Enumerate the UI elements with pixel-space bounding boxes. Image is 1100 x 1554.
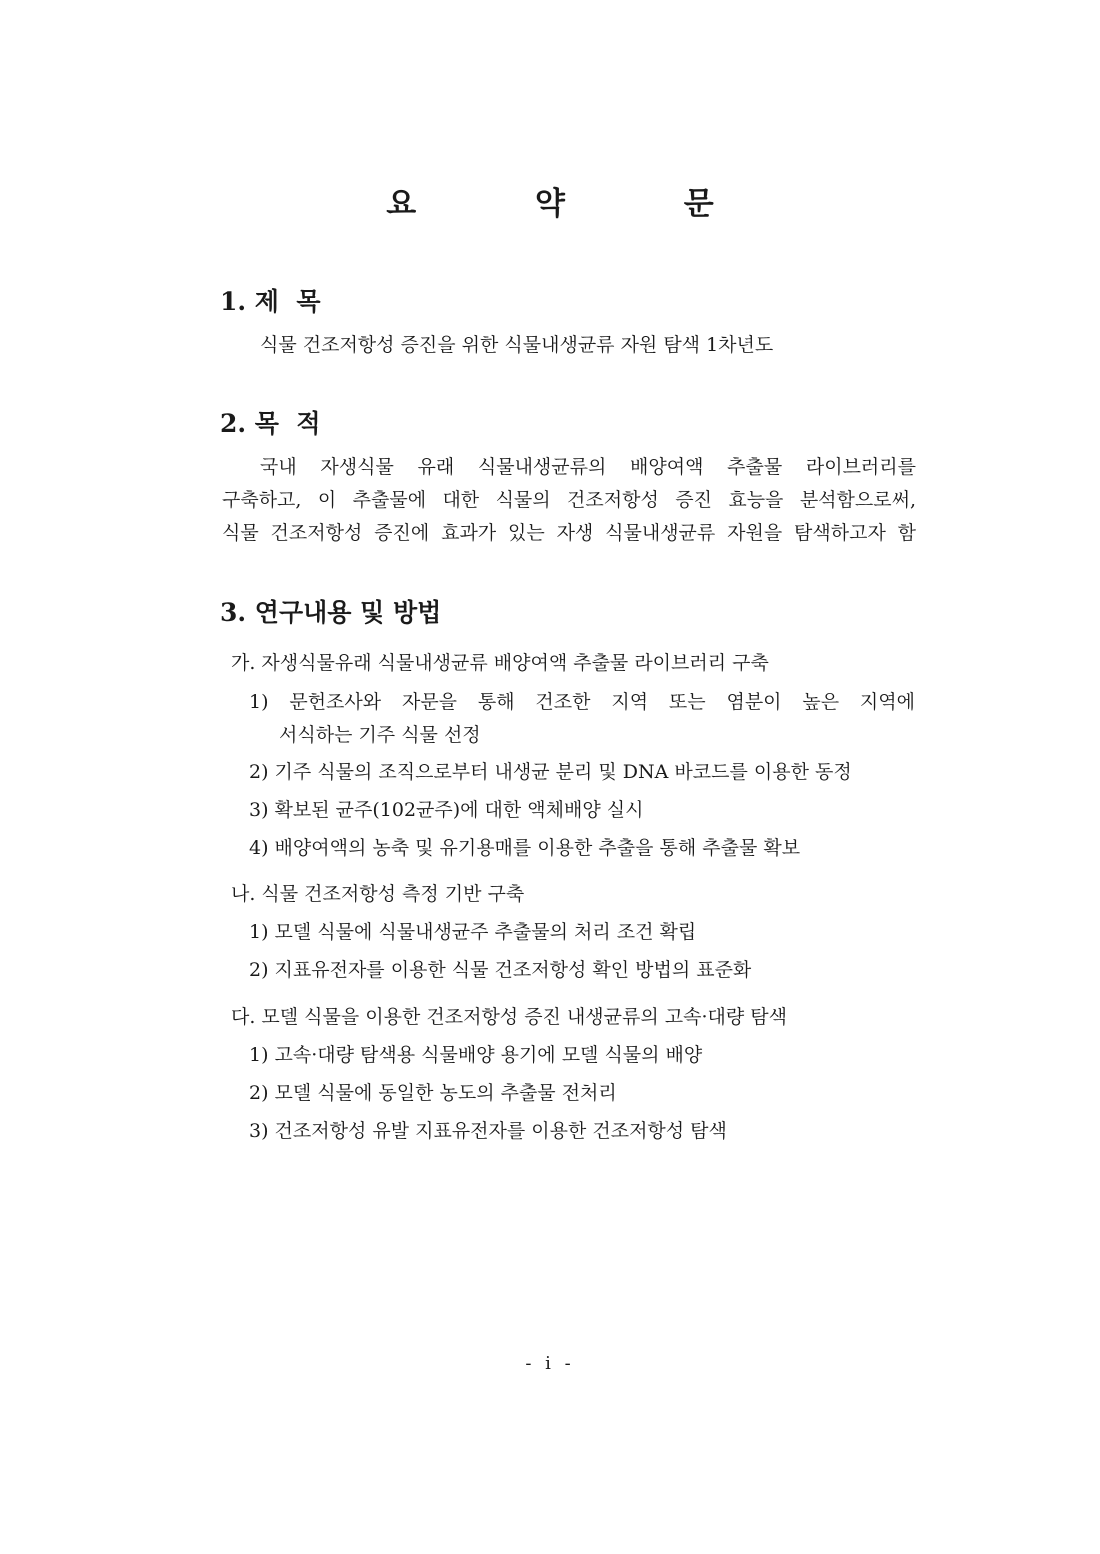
methods-group-b-label: 나. 식물 건조저항성 측정 기반 구축 bbox=[231, 883, 525, 905]
methods-group-c-label: 다. 모델 식물을 이용한 건조저항성 증진 내생균류의 고속·대량 탐색 bbox=[231, 1006, 787, 1028]
methods-group-c-item-1: 1) 고속·대량 탐색용 식물배양 용기에 모델 식물의 배양 bbox=[249, 1044, 703, 1066]
section-title-body: 식물 건조저항성 증진을 위한 식물내생균류 자원 탐색 1차년도 bbox=[260, 334, 774, 356]
purpose-line-3: 식물 건조저항성 증진에 효과가 있는 자생 식물내생균류 자원을 탐색하고자 함 bbox=[222, 522, 916, 544]
methods-group-a-label: 가. 자생식물유래 식물내생균류 배양여액 추출물 라이브러리 구축 bbox=[231, 652, 769, 674]
methods-group-c-item-3: 3) 건조저항성 유발 지표유전자를 이용한 건조저항성 탐색 bbox=[249, 1120, 727, 1142]
methods-group-b-item-1: 1) 모델 식물에 식물내생균주 추출물의 처리 조건 확립 bbox=[249, 921, 697, 943]
methods-group-a-item-3: 3) 확보된 균주(102균주)에 대한 액체배양 실시 bbox=[249, 799, 644, 821]
methods-group-a-item-1-line-1: 1) 문헌조사와 자문을 통해 건조한 지역 또는 염분이 높은 지역에 bbox=[249, 691, 915, 713]
purpose-line-2: 구축하고, 이 추출물에 대한 식물의 건조저항성 증진 효능을 분석함으로써, bbox=[222, 489, 916, 511]
methods-group-a-item-4: 4) 배양여액의 농축 및 유기용매를 이용한 추출을 통해 추출물 확보 bbox=[249, 837, 801, 859]
methods-group-b-item-2: 2) 지표유전자를 이용한 식물 건조저항성 확인 방법의 표준화 bbox=[249, 959, 752, 981]
purpose-line-1: 국내 자생식물 유래 식물내생균류의 배양여액 추출물 라이브러리를 bbox=[260, 456, 916, 478]
section-heading-methods: 3. 연구내용 및 방법 bbox=[220, 598, 442, 627]
methods-group-c-item-2: 2) 모델 식물에 동일한 농도의 추출물 전처리 bbox=[249, 1082, 617, 1104]
section-heading-purpose: 2. 목 적 bbox=[220, 409, 321, 438]
section-heading-title: 1. 제 목 bbox=[220, 287, 321, 316]
methods-group-a-item-2: 2) 기주 식물의 조직으로부터 내생균 분리 및 DNA 바코드를 이용한 동정 bbox=[249, 761, 852, 783]
page-number: - i - bbox=[525, 1353, 575, 1374]
page-title: 요 약 문 bbox=[386, 186, 768, 222]
methods-group-a-item-1-line-2: 서식하는 기주 식물 선정 bbox=[279, 724, 481, 746]
